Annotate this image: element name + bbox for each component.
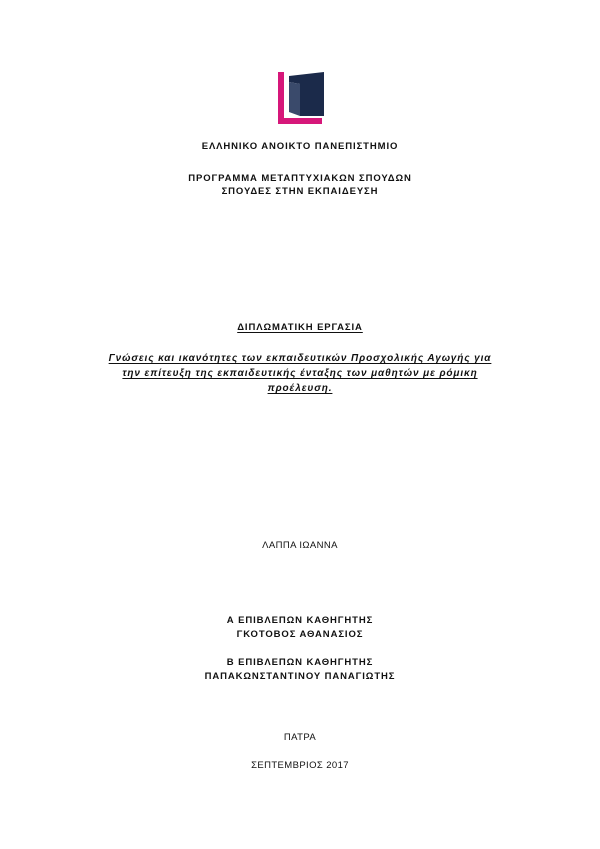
- thesis-title: [80, 351, 520, 396]
- supervisor-b-name: ΠΑΠΑΚΩΝΣΤΑΝΤΙΝΟΥ ΠΑΝΑΓΙΩΤΗΣ: [204, 671, 396, 682]
- supervisor-a-role: Α ΕΠΙΒΛΕΠΩΝ ΚΑΘΗΓΗΤΗΣ: [226, 615, 374, 626]
- program-line-1: ΠΡΟΓΡΑΜΜΑ ΜΕΤΑΠΤΥΧΙΑΚΩΝ ΣΠΟΥΔΩΝ: [188, 173, 412, 184]
- supervisor-b-role: Β ΕΠΙΒΛΕΠΩΝ ΚΑΘΗΓΗΤΗΣ: [226, 657, 374, 668]
- institution-name: ΕΛΛΗΝΙΚΟ ΑΝΟΙΚΤΟ ΠΑΝΕΠΙΣΤΗΜΙΟ: [201, 141, 399, 152]
- date: ΣΕΠΤΕΜΒΡΙΟΣ 2017: [251, 760, 349, 771]
- city: ΠΑΤΡΑ: [283, 732, 317, 743]
- supervisor-a-name: ΓΚΟΤΟΒΟΣ ΑΘΑΝΑΣΙΟΣ: [236, 629, 364, 640]
- author-name: ΛΑΠΠΑ ΙΩΑΝΝΑ: [262, 540, 338, 551]
- document-type: ΔΙΠΛΩΜΑΤΙΚΗ ΕΡΓΑΣΙΑ: [237, 322, 363, 333]
- thesis-title-line-1: Γνώσεις και ικανότητες των εκπαιδευτικών Προσχολικής Αγωγής για: [108, 353, 492, 364]
- program-line-2: ΣΠΟΥΔΕΣ ΣΤΗΝ ΕΚΠΑΙΔΕΥΣΗ: [221, 186, 379, 197]
- thesis-title-line-2: την επίτευξη της εκπαιδευτικής ένταξης των μαθητών με ρόμικη: [122, 368, 478, 379]
- thesis-title-line-3: προέλευση.: [267, 383, 333, 394]
- eap-book-logo-icon: [278, 72, 326, 124]
